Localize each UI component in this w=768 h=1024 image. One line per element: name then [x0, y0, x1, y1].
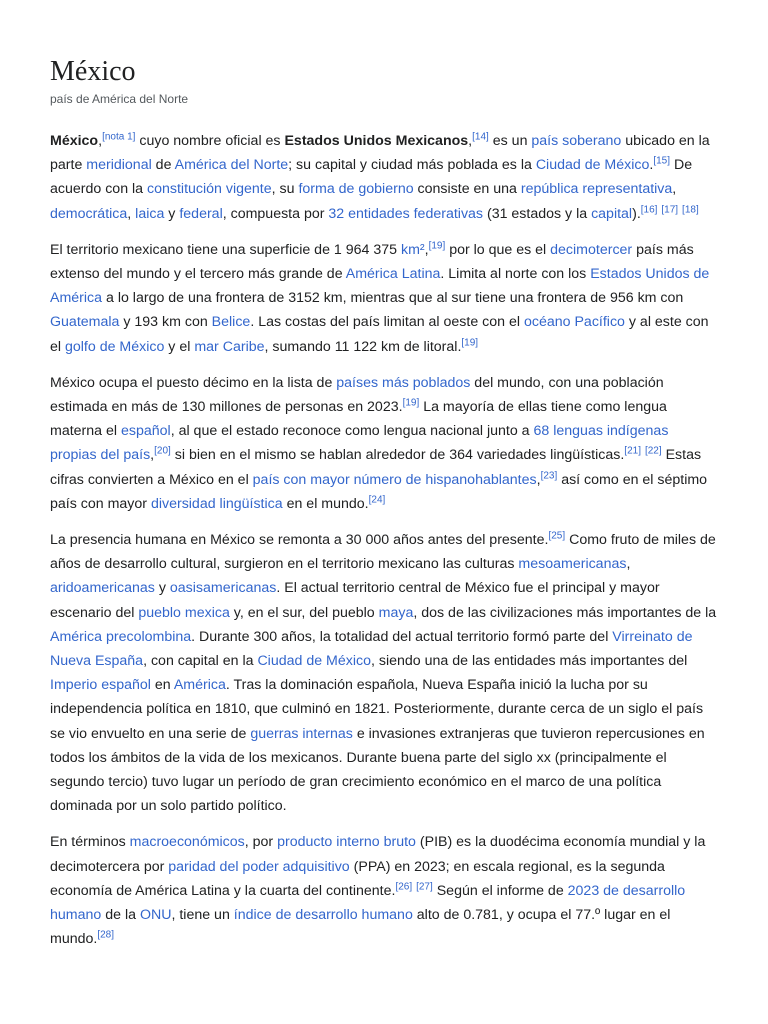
wiki-link[interactable]: 32 entidades federativas — [328, 205, 484, 222]
wiki-link[interactable]: golfo de México — [64, 338, 165, 355]
paragraph-text: , — [468, 133, 473, 149]
wiki-link[interactable]: Guatemala — [50, 314, 120, 331]
paragraph-text: si bien en el mismo se hablan alrededor de 364 variedades lingüísticas. — [170, 447, 625, 464]
wiki-link[interactable]: república representativa — [520, 181, 673, 198]
wiki-link[interactable]: Ciudad de México — [257, 653, 371, 670]
wiki-link[interactable]: 2023 de desarrollo humano — [50, 882, 686, 924]
wiki-link[interactable]: América precolombina — [50, 628, 192, 645]
paragraph-text: ubicado en la parte — [50, 133, 710, 174]
wiki-link[interactable]: oasisamericanas — [169, 580, 277, 597]
reference-link[interactable]: [17] — [661, 203, 679, 215]
paragraph-text: , su — [271, 181, 299, 198]
paragraph-text: , — [424, 241, 429, 258]
article-paragraph — [50, 129, 718, 226]
reference-link[interactable]: [16] — [640, 203, 658, 215]
paragraph-text: ; su capital y ciudad más poblada es la — [288, 157, 536, 174]
wiki-link[interactable]: Ciudad de México — [535, 157, 650, 174]
paragraph-text: (31 estados y la — [483, 205, 592, 222]
paragraph-text: es un — [488, 133, 532, 149]
reference-link[interactable]: [19] — [428, 240, 446, 252]
reference-link[interactable]: [23] — [540, 469, 558, 481]
paragraph-text: en — [150, 677, 174, 694]
article-paragraph — [50, 528, 718, 818]
wiki-link[interactable]: guerras internas — [250, 725, 353, 742]
article-body — [50, 129, 718, 952]
wiki-link[interactable]: países más poblados — [336, 374, 471, 391]
reference-link[interactable]: [20] — [154, 445, 171, 457]
wiki-link[interactable]: índice de desarrollo humano — [233, 907, 413, 924]
wiki-link[interactable]: forma de gobierno — [298, 181, 414, 198]
wiki-link[interactable]: laica — [135, 205, 165, 222]
bold-term: Estados Unidos Mexicanos — [284, 133, 469, 149]
paragraph-text: (PPA) en 2023; en escala regional, es la segunda economía de América Latina y la cuarta del continente. — [50, 858, 665, 899]
paragraph-text: En términos — [50, 834, 130, 851]
paragraph-text: . Tras la dominación española, Nueva España inició la lucha por su independencia política en 1810, que culminó en 1821. Posteriormente, durante cerca de un siglo el país se vio envuelto en una serie de — [50, 677, 704, 742]
reference-link[interactable]: [14] — [472, 131, 489, 143]
paragraph-text: . Las costas del país limitan al oeste con el — [250, 314, 524, 331]
wiki-link[interactable]: decimotercer — [550, 241, 633, 258]
paragraph-text: a lo largo de una frontera de 3152 km, mientras que al sur tiene una frontera de 956 km con — [102, 290, 684, 307]
paragraph-text: cuyo nombre oficial es — [135, 133, 285, 149]
reference-link[interactable]: [22] — [644, 445, 662, 457]
paragraph-text: , dos de las civilizaciones más importantes de la — [413, 604, 717, 621]
wiki-link[interactable]: meridional — [86, 157, 152, 174]
paragraph-text: (PIB) es la duodécima economía mundial y la decimotercera por — [50, 834, 706, 875]
reference-link[interactable]: [21] — [624, 445, 641, 457]
paragraph-text: y, en el sur, del pueblo — [229, 604, 379, 621]
paragraph-text: Como fruto de miles de años de desarrollo cultural, surgieron en el territorio mexicano las culturas — [50, 532, 716, 573]
wiki-link[interactable]: mesoamericanas — [518, 556, 627, 573]
wiki-link[interactable]: 68 lenguas indígenas propias del país — [50, 423, 669, 464]
reference-link[interactable]: [25] — [548, 530, 566, 542]
wiki-link[interactable]: América Latina — [345, 266, 441, 283]
wiki-link[interactable]: ONU — [139, 907, 172, 924]
paragraph-text: . El actual territorio central de México fue el principal y mayor escenario del — [50, 580, 660, 621]
reference-link[interactable]: [28] — [97, 929, 115, 941]
paragraph-text: por lo que es el — [445, 241, 551, 258]
paragraph-text: de la — [101, 907, 140, 924]
wiki-link[interactable]: federal — [179, 205, 223, 222]
paragraph-text: . Durante 300 años, la totalidad del actual territorio formó parte del — [191, 628, 613, 645]
paragraph-text: El territorio mexicano tiene una superficie de 1 964 375 — [50, 241, 401, 258]
article-paragraph — [50, 830, 718, 951]
wiki-link[interactable]: paridad del poder adquisitivo — [168, 858, 350, 875]
wiki-link[interactable]: Virreinato de Nueva España — [50, 628, 693, 670]
wiki-link[interactable]: Belice — [211, 314, 251, 331]
reference-link[interactable]: [nota 1] — [102, 131, 136, 143]
paragraph-text: , — [127, 205, 136, 222]
paragraph-text: , — [98, 133, 103, 149]
wiki-link[interactable]: océano Pacífico — [523, 314, 625, 331]
paragraph-text: , al que el estado reconoce como lengua nacional junto a — [170, 423, 534, 440]
paragraph-text: Estas cifras convierten a México en el — [50, 447, 702, 488]
reference-link[interactable]: [19] — [461, 336, 479, 348]
paragraph-text: , compuesta por — [222, 205, 329, 222]
reference-link[interactable]: [26] — [395, 881, 413, 893]
wiki-link[interactable]: aridoamericanas — [50, 580, 155, 597]
wiki-link[interactable]: km² — [400, 241, 425, 258]
page-subtitle: país de América del Norte — [50, 92, 189, 106]
paragraph-text: La mayoría de ellas tiene como lengua materna el — [50, 399, 667, 440]
paragraph-text: , por — [244, 834, 278, 851]
wiki-link[interactable]: país con mayor número de hispanohablantes — [252, 471, 537, 488]
paragraph-text: consiste en una — [413, 181, 521, 198]
paragraph-text: De acuerdo con la — [50, 157, 693, 198]
paragraph-text: y — [154, 580, 170, 597]
wiki-link[interactable]: español — [120, 423, 171, 440]
wiki-link[interactable]: constitución vigente — [147, 181, 272, 198]
reference-link[interactable]: [24] — [368, 494, 386, 506]
paragraph-text: , sumando 11 122 km de litoral. — [264, 338, 462, 355]
paragraph-text: , — [150, 447, 155, 464]
wiki-link[interactable]: pueblo mexica — [138, 604, 230, 621]
reference-link[interactable]: [27] — [416, 881, 433, 893]
paragraph-text: , con capital en la — [143, 653, 258, 670]
wiki-link[interactable]: macroeconómicos — [129, 834, 245, 851]
wiki-link[interactable]: maya — [378, 604, 414, 621]
bold-term: México — [50, 133, 99, 149]
article-paragraph — [50, 238, 718, 359]
paragraph-text: México ocupa el puesto décimo en la lista de — [50, 374, 337, 391]
paragraph-text: así como en el séptimo país con mayor — [50, 471, 708, 512]
wiki-link[interactable]: país soberano — [531, 133, 622, 149]
page-title: México — [50, 56, 136, 87]
wiki-link[interactable]: América del Norte — [174, 157, 289, 174]
article-paragraph — [50, 371, 718, 516]
wiki-link[interactable]: capital — [591, 205, 633, 222]
paragraph-text: La presencia humana en México se remonta a 30 000 años antes del presente. — [50, 532, 549, 549]
paragraph-text: e invasiones extranjeras que tuvieron repercusiones en todos los ámbitos de la vida de los mexicanos. Durante buena parte del siglo xx (principalmente el segundo tercio) tuvo lugar un período de gran crecimiento económico en el marco de una política dominada por un solo partido político. — [50, 725, 705, 815]
paragraph-text: , — [626, 556, 631, 573]
paragraph-text: del mundo, con una población estimada en más de 130 millones de personas en 2023. — [50, 374, 664, 416]
paragraph-text: y el — [164, 338, 195, 355]
wiki-link[interactable]: producto interno bruto — [277, 834, 416, 851]
paragraph-text: y al este con el — [50, 314, 709, 355]
wiki-link[interactable]: América — [173, 677, 226, 694]
wiki-link[interactable]: democrática — [50, 205, 128, 222]
paragraph-text: , — [536, 471, 541, 488]
paragraph-text: , — [672, 181, 677, 198]
paragraph-text: ). — [632, 205, 641, 222]
paragraph-text: de — [151, 157, 175, 174]
paragraph-text: . — [649, 157, 654, 174]
paragraph-text: , tiene un — [171, 907, 234, 924]
reference-link[interactable]: [19] — [402, 397, 420, 409]
paragraph-text: alto de 0.781, y ocupa el 77.º lugar en el mundo. — [50, 907, 671, 948]
paragraph-text: . Limita al norte con los — [440, 266, 591, 283]
wiki-link[interactable]: Estados Unidos de América — [50, 266, 710, 307]
reference-link[interactable]: [15] — [653, 155, 671, 167]
paragraph-text: país más extenso del mundo y el tercero más grande de — [50, 241, 694, 283]
paragraph-text: y 193 km con — [119, 314, 212, 331]
wiki-link[interactable]: mar Caribe — [194, 338, 265, 355]
wiki-link[interactable]: diversidad lingüística — [150, 495, 283, 512]
paragraph-text: en el mundo. — [282, 495, 369, 512]
reference-link[interactable]: [18] — [682, 203, 699, 215]
paragraph-text: Según el informe de — [432, 882, 568, 899]
paragraph-text: , siendo una de las entidades más importantes del — [371, 653, 688, 670]
wiki-link[interactable]: Imperio español — [50, 677, 151, 694]
paragraph-text: y — [164, 205, 180, 222]
